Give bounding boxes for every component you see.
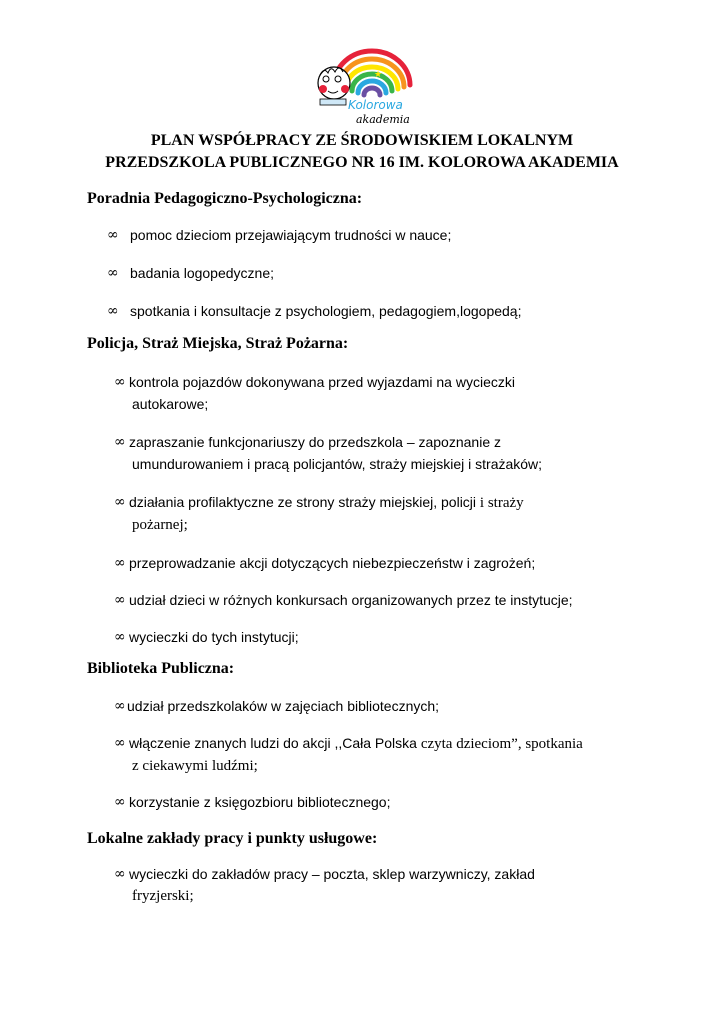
infinity-bullet-icon: ∞	[114, 555, 126, 571]
section-policja	[87, 334, 697, 648]
section-heading: Poradnia Pedagogiczno-Psychologiczna:	[87, 190, 363, 207]
list-item: ∞ zapraszanie funkcjonariuszy do przedszkola – zapoznanie z umundurowaniem i pracą policjantów, straży miejskiej i strażaków;	[87, 431, 697, 475]
section-biblioteka	[87, 659, 697, 813]
infinity-bullet-icon: ∞	[107, 227, 119, 243]
infinity-bullet-icon: ∞	[114, 434, 126, 450]
title-line-1: PLAN WSPÓŁPRACY ZE ŚRODOWISKIEM LOKALNYM	[150, 132, 574, 149]
infinity-bullet-icon: ∞	[107, 303, 119, 319]
infinity-bullet-icon: ∞	[114, 698, 126, 714]
logo-word-kolorowa: Kolorowa	[348, 98, 403, 112]
list-item: ∞ pomoc dzieciom przejawiającym trudności w nauce;	[87, 224, 697, 246]
infinity-bullet-icon: ∞	[114, 374, 126, 390]
infinity-bullet-icon: ∞	[107, 265, 119, 281]
list-item: ∞ przeprowadzanie akcji dotyczących niebezpieczeństw i zagrożeń;	[87, 552, 697, 574]
list-item: ∞ wycieczki do zakładów pracy – poczta, sklep warzywniczy, zakład fryzjerski;	[87, 863, 697, 907]
svg-text:★: ★	[374, 70, 383, 80]
section-heading: Lokalne zakłady pracy i punkty usługowe:	[87, 830, 378, 847]
infinity-bullet-icon: ∞	[114, 494, 126, 510]
kolorowa-akademia-logo	[304, 45, 422, 131]
section-poradnia	[87, 189, 697, 322]
section-heading: Policja, Straż Miejska, Straż Pożarna:	[87, 335, 349, 352]
list-item: ∞ udział przedszkolaków w zajęciach bibliotecznych;	[87, 695, 697, 717]
infinity-bullet-icon: ∞	[114, 866, 126, 882]
section-zaklady-pracy	[87, 829, 697, 907]
list-item: ∞ badania logopedyczne;	[87, 262, 697, 284]
infinity-bullet-icon: ∞	[114, 794, 126, 810]
page-title	[40, 130, 684, 174]
logo-word-akademia: akademia	[356, 113, 410, 126]
infinity-bullet-icon: ∞	[114, 735, 126, 751]
list-item: ∞ włączenie znanych ludzi do akcji ,,Cała Polska czyta dzieciom”, spotkania z ciekawymi ludźmi;	[87, 732, 697, 777]
list-item: ∞ udział dzieci w różnych konkursach organizowanych przez te instytucje;	[87, 589, 697, 611]
title-line-2: PRZEDSZKOLA PUBLICZNEGO NR 16 IM. KOLOROWA AKADEMIA	[105, 154, 619, 171]
list-item: ∞ kontrola pojazdów dokonywana przed wyjazdami na wycieczki autokarowe;	[87, 371, 697, 415]
infinity-bullet-icon: ∞	[114, 592, 126, 608]
infinity-bullet-icon: ∞	[114, 629, 126, 645]
list-item: ∞ wycieczki do tych instytucji;	[87, 626, 697, 648]
list-item: ∞ korzystanie z księgozbioru bibliotecznego;	[87, 791, 697, 813]
list-item: ∞ działania profilaktyczne ze strony straży miejskiej, policji i straży pożarnej;	[87, 491, 697, 536]
section-heading: Biblioteka Publiczna:	[87, 660, 235, 677]
list-item: ∞ spotkania i konsultacje z psychologiem, pedagogiem,logopedą;	[87, 300, 697, 322]
